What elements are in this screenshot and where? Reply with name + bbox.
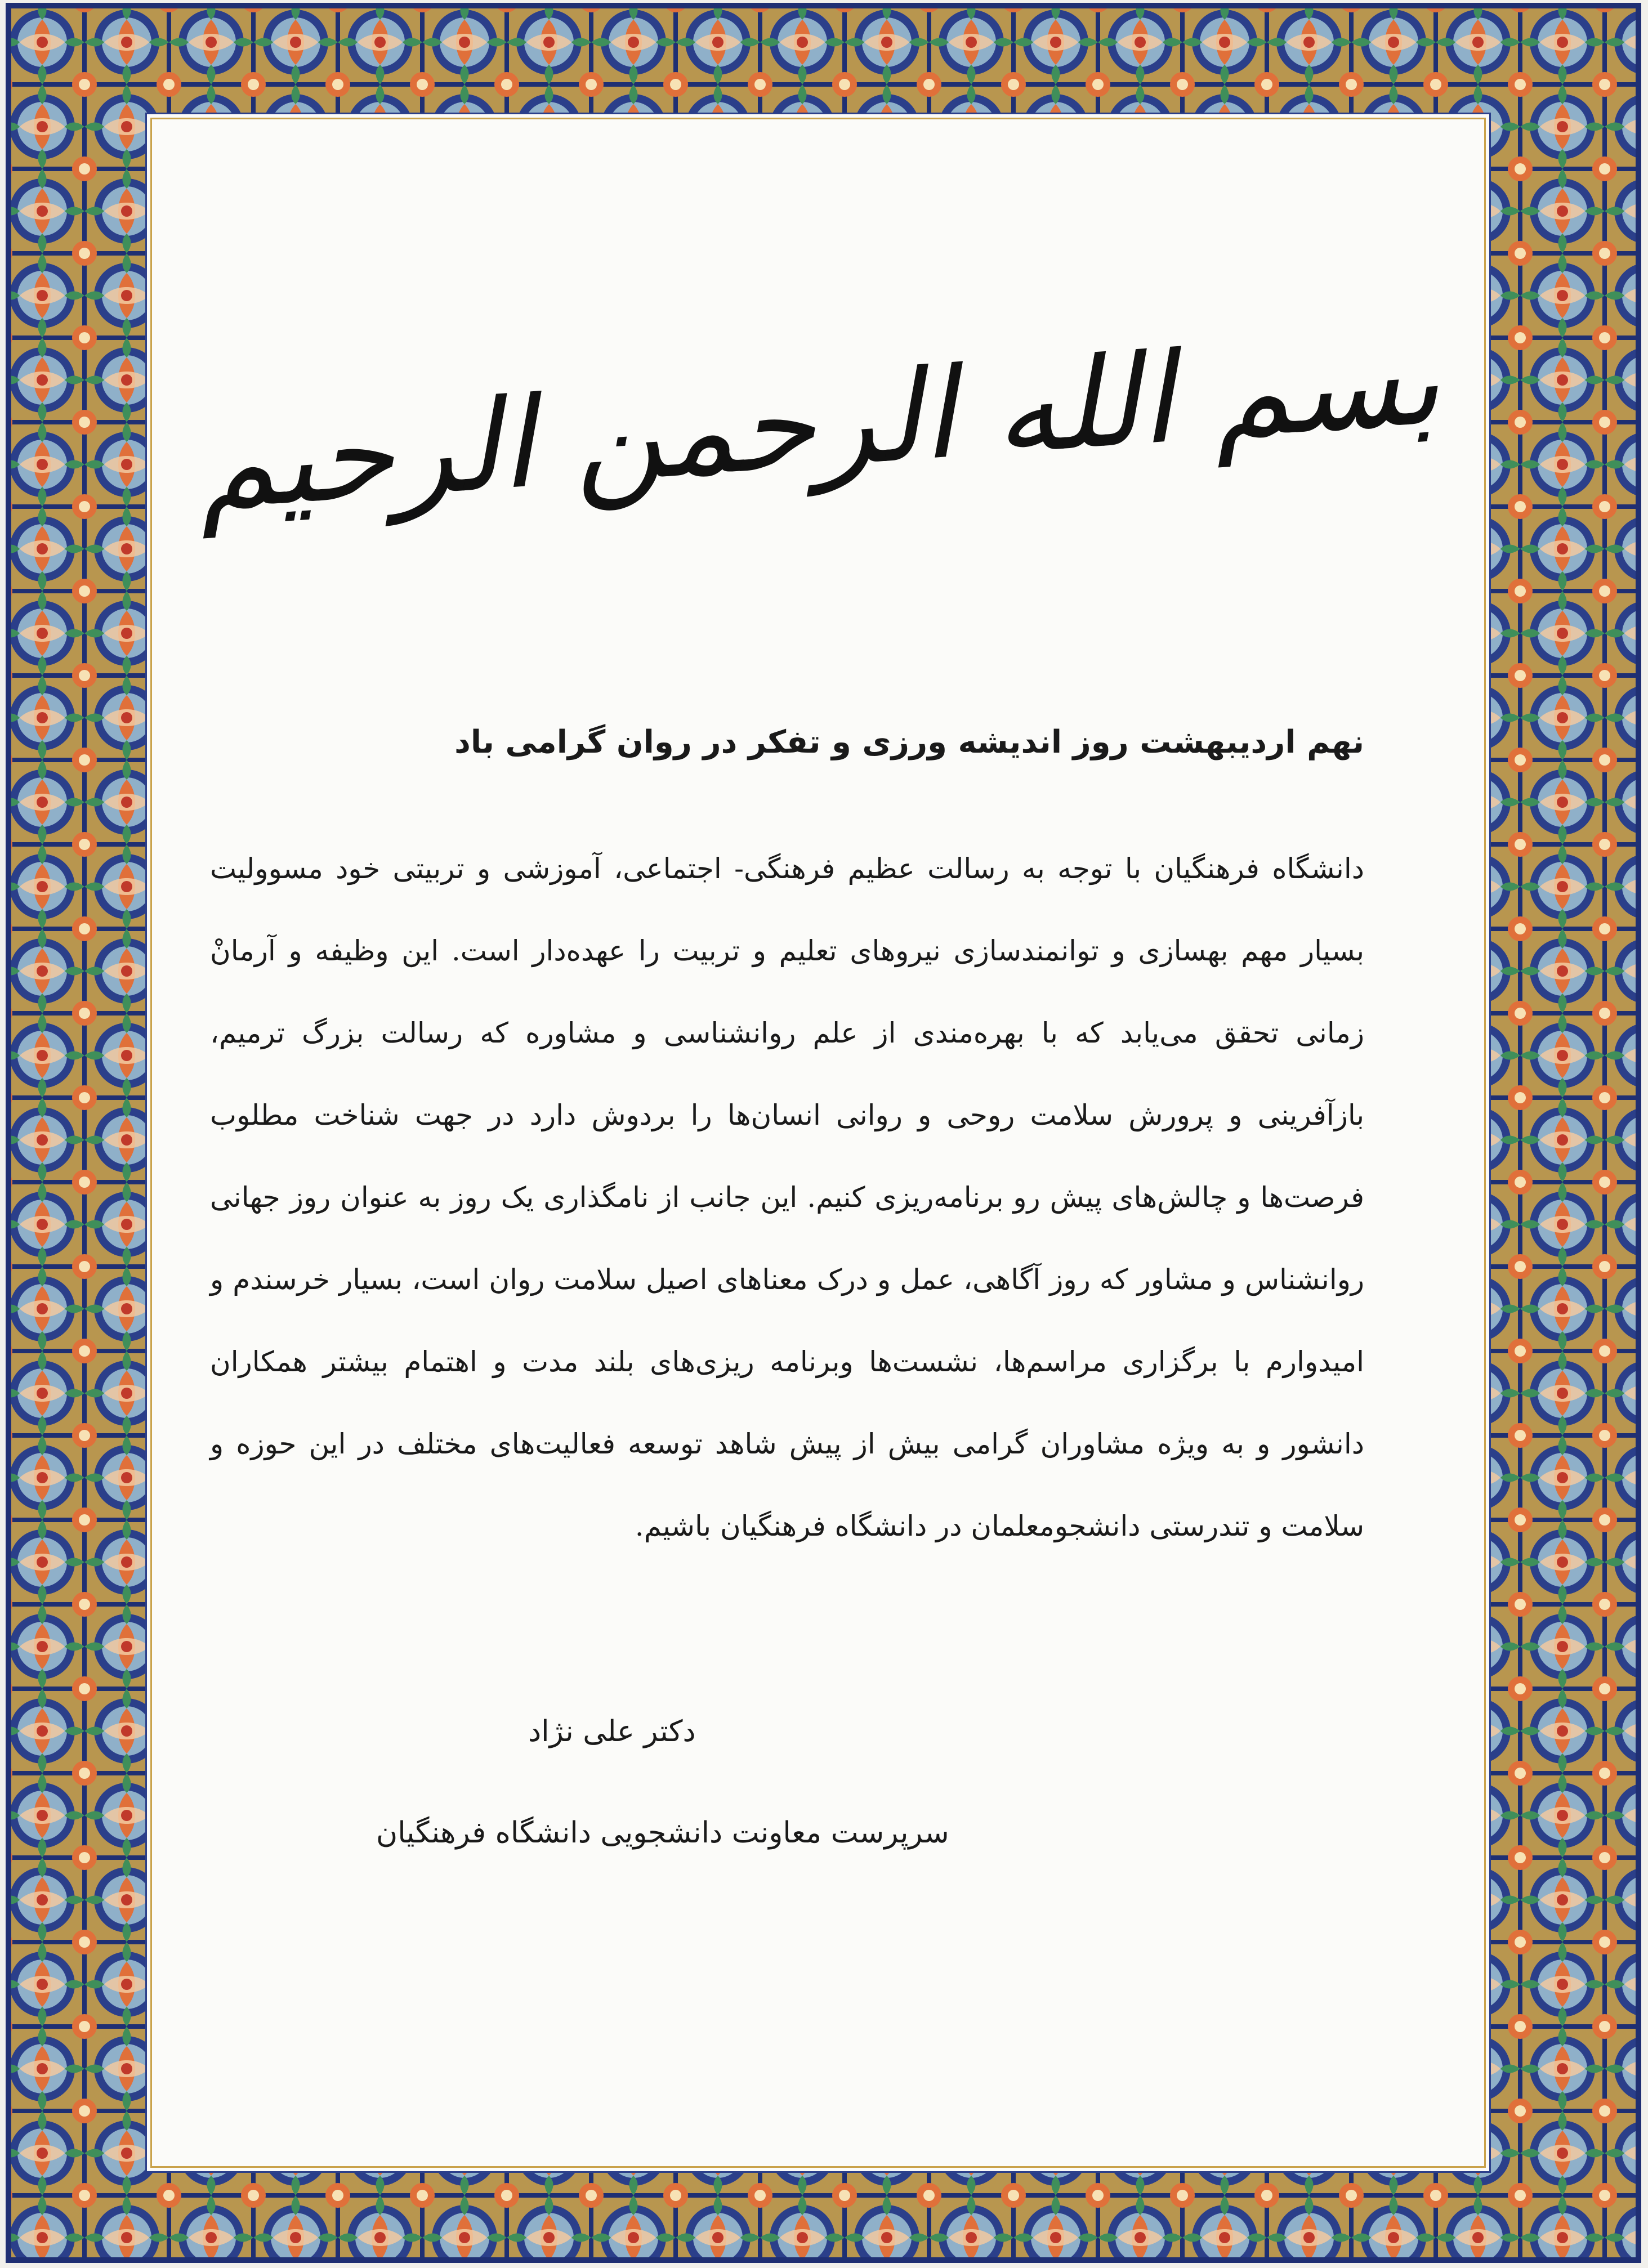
- basmala-calligraphy: بسم الله الرحمن الرحیم: [192, 307, 1444, 538]
- signature-title: سرپرست معاونت دانشجویی دانشگاه فرهنگیان: [376, 1816, 949, 1850]
- content-panel: [145, 113, 1491, 2173]
- body-paragraph: دانشگاه فرهنگیان با توجه به رسالت عظیم فرهنگی- اجتماعی، آموزشی و تربیتی خود مسوولیت بسیار مهم بهسازی و توانمندسازی نیروهای تعلیم و تربیت را عهده‌دار است. این وظیفه و آرمانْ زمانی تحقق می‌یابد که با بهره‌مندی از علم روانشناسی و مشاوره که رسالت بزرگ ترمیم، بازآفرینی و پرورش سلامت روحی و روانی انسان‌ها را بردوش دارد در جهت شناخت مطلوب فرصت‌ها و چالش‌های پیش رو برنامه‌ریزی کنیم. این جانب از نامگذاری یک روز به عنوان روز جهانی روانشناس و مشاور که روز آگاهی، عمل و درک معناهای اصیل سلامت روان است، بسیار خرسندم و امیدوارم با برگزاری مراسم‌ها، نشست‌ها وبرنامه ریزی‌های بلند مدت و اهتمام بیشتر همکاران دانشور و به ویژه مشاوران گرامی بیش از پیش شاهد توسعه فعالیت‌های مختلف در این حوزه و سلامت و تندرستی دانشجومعلمان در دانشگاه فرهنگیان باشیم.: [210, 852, 1364, 1542]
- signature-name: دکتر علی نژاد: [528, 1715, 696, 1748]
- headline: نهم اردیبهشت روز اندیشه ورزی و تفکر در روان گرامی باد: [454, 724, 1364, 761]
